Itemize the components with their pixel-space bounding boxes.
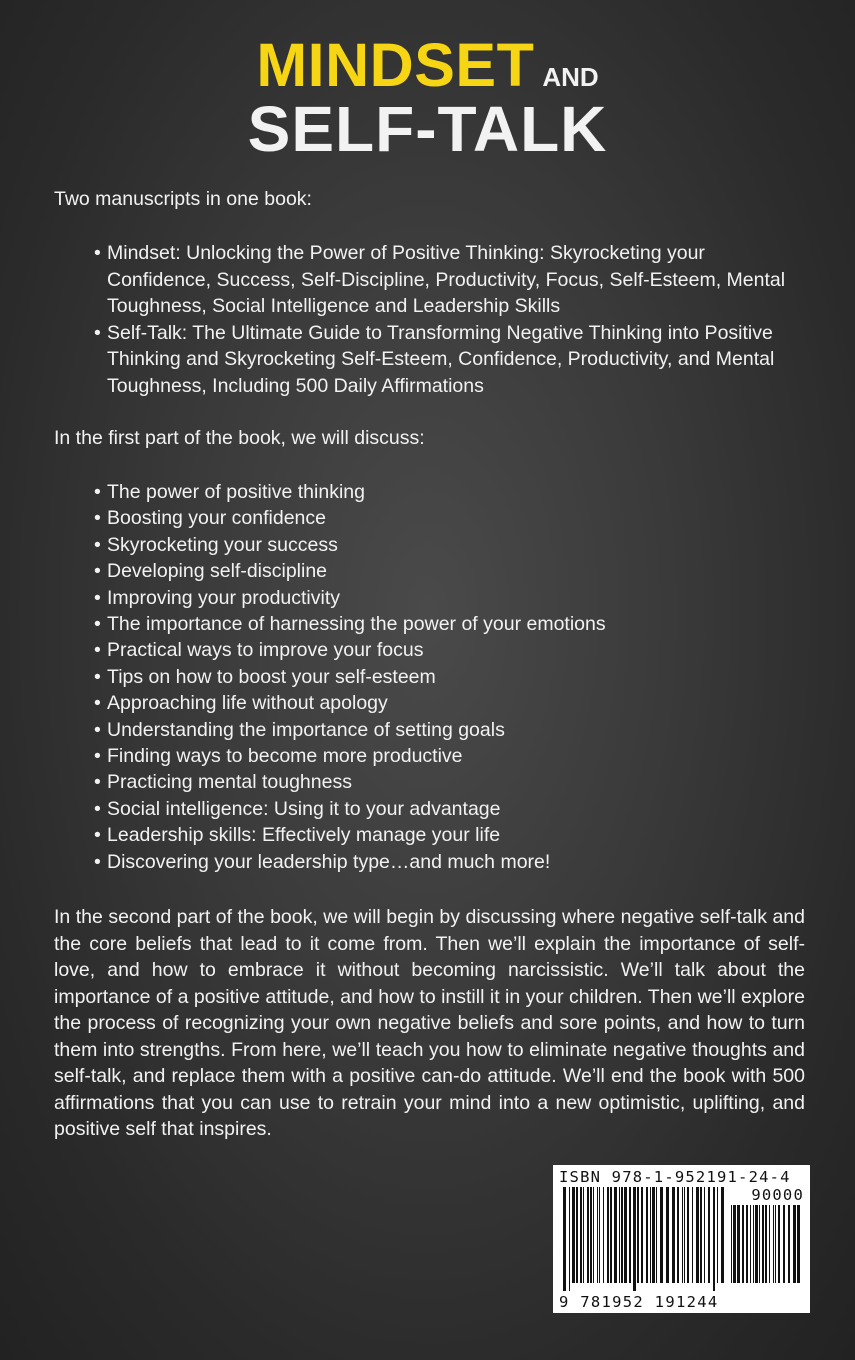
list-item: • Practicing mental toughness — [94, 769, 814, 795]
barcode-bar — [778, 1205, 780, 1283]
barcode-bar — [646, 1187, 648, 1283]
barcode-bar — [656, 1187, 657, 1283]
barcode-bar — [762, 1205, 764, 1283]
part2-paragraph: In the second part of the book, we will begin by discussing where negative self-talk and the core beliefs that lead to it come from. Then we’ll explain the importance of self-love, and how to embrace it without becoming narcissistic. We’ll talk about the importance of a positive attitude, and how to instill it in your children. Then we’ll explore the process of recognizing your own negative beliefs and sore points, and how to turn them into strengths. From here, we’ll teach you how to eliminate negative thoughts and self-talk, and replace them with a positive can-do attitude. We’ll end the book with 500 affirmations that you can use to retrain your mind into a new optimistic, uplifting, and positive self that inspires. — [54, 906, 805, 1140]
barcode-bar — [619, 1187, 620, 1283]
barcode-digits: 9 781952 191244 — [559, 1293, 719, 1311]
part1-intro: In the first part of the book, we will discuss: — [54, 427, 425, 449]
manuscript-list — [94, 240, 814, 399]
part1-topic-list — [94, 479, 814, 875]
barcode-bar — [753, 1205, 754, 1283]
barcode-bar — [583, 1187, 584, 1283]
barcode-bar — [597, 1187, 598, 1283]
barcode-bar — [755, 1205, 758, 1283]
barcode-bar — [713, 1187, 715, 1291]
title-and: AND — [542, 62, 599, 92]
barcode-bar — [775, 1205, 776, 1283]
barcode-bar — [624, 1187, 627, 1283]
list-item: • Developing self-discipline — [94, 558, 814, 584]
barcode-bar — [666, 1187, 669, 1283]
barcode-bar — [733, 1205, 736, 1283]
barcode-bar — [746, 1205, 748, 1283]
barcode-bar — [759, 1205, 760, 1283]
barcode-bar — [783, 1205, 785, 1283]
list-item: • Understanding the importance of setting goals — [94, 717, 814, 743]
list-item: • Improving your productivity — [94, 585, 814, 611]
list-item: • Tips on how to boost your self-esteem — [94, 664, 814, 690]
barcode-bar — [687, 1187, 689, 1283]
barcode-bar — [641, 1187, 643, 1283]
barcode-bar — [660, 1187, 663, 1283]
barcode-bar — [708, 1187, 710, 1283]
barcode-bar — [629, 1187, 631, 1283]
barcode-bar — [614, 1187, 617, 1283]
barcode-bar — [587, 1187, 589, 1283]
list-item: • Boosting your confidence — [94, 505, 814, 531]
list-item: • Finding ways to become more productive — [94, 743, 814, 769]
isbn-barcode — [553, 1165, 810, 1313]
barcode-bar — [607, 1187, 609, 1283]
list-item: • Practical ways to improve your focus — [94, 637, 814, 663]
list-item: • Leadership skills: Effectively manage your life — [94, 822, 814, 848]
barcode-bar — [633, 1187, 636, 1291]
barcode-bar — [599, 1187, 600, 1283]
barcode-bar — [650, 1187, 651, 1283]
barcode-bar — [692, 1187, 693, 1283]
title-line-1 — [0, 30, 855, 100]
isbn-label: ISBN 978-1-952191-24-4 — [559, 1168, 791, 1186]
barcode-bar — [700, 1187, 702, 1283]
price-code: 90000 — [751, 1186, 804, 1204]
barcode-bar — [731, 1205, 732, 1283]
barcode-bar — [637, 1187, 639, 1283]
barcode-bar — [677, 1187, 679, 1283]
barcode-bar — [652, 1187, 655, 1283]
barcode-bar — [593, 1187, 594, 1283]
barcode-bar — [765, 1205, 767, 1283]
barcode-bar — [610, 1187, 612, 1283]
list-item: • Discovering your leadership type…and much more! — [94, 849, 814, 875]
barcode-bar — [576, 1187, 578, 1283]
barcode-bar — [788, 1205, 790, 1283]
barcode-bar — [721, 1187, 724, 1283]
barcode-bar — [580, 1187, 582, 1283]
barcode-bar — [696, 1187, 699, 1283]
barcode-bar — [569, 1187, 570, 1291]
barcode-bar — [773, 1205, 774, 1283]
addon-bars — [731, 1205, 803, 1291]
list-item: • Approaching life without apology — [94, 690, 814, 716]
barcode-bar — [769, 1205, 770, 1283]
barcode-bar — [704, 1187, 705, 1283]
title-self-talk: SELF-TALK — [247, 93, 608, 165]
barcode-bar — [750, 1205, 751, 1283]
list-item: • The importance of harnessing the power of your emotions — [94, 611, 814, 637]
barcode-bar — [717, 1187, 718, 1283]
barcode-bar — [621, 1187, 623, 1283]
list-item: • Social intelligence: Using it to your advantage — [94, 796, 814, 822]
barcode-bar — [737, 1205, 740, 1283]
barcode-bar — [684, 1187, 685, 1283]
barcode-bar — [742, 1205, 744, 1283]
barcode-bar — [572, 1187, 575, 1283]
barcode-bar — [603, 1187, 604, 1283]
barcode-bar — [590, 1187, 592, 1283]
title-mindset: MINDSET — [256, 31, 535, 99]
list-item: • Mindset: Unlocking the Power of Positive Thinking: Skyrocketing your Confidence, Success, Self-Discipline, Productivity, Focus, Self-Esteem, Mental Toughness, Social Intelligence and Leadership Skills — [94, 240, 814, 320]
barcode-bar — [682, 1187, 683, 1283]
list-item: • Skyrocketing your success — [94, 532, 814, 558]
list-item: • The power of positive thinking — [94, 479, 814, 505]
list-item: • Self-Talk: The Ultimate Guide to Transforming Negative Thinking into Positive Thinking and Skyrocketing Self-Esteem, Confidence, Productivity, and Mental Toughness, Including 500 Daily Affirmations — [94, 320, 814, 400]
barcode-bar — [563, 1187, 566, 1291]
ean-bars — [563, 1187, 727, 1291]
barcode-bar — [793, 1205, 796, 1283]
intro-text: Two manuscripts in one book: — [54, 188, 312, 210]
barcode-bar — [672, 1187, 675, 1283]
barcode-bar — [797, 1205, 800, 1283]
